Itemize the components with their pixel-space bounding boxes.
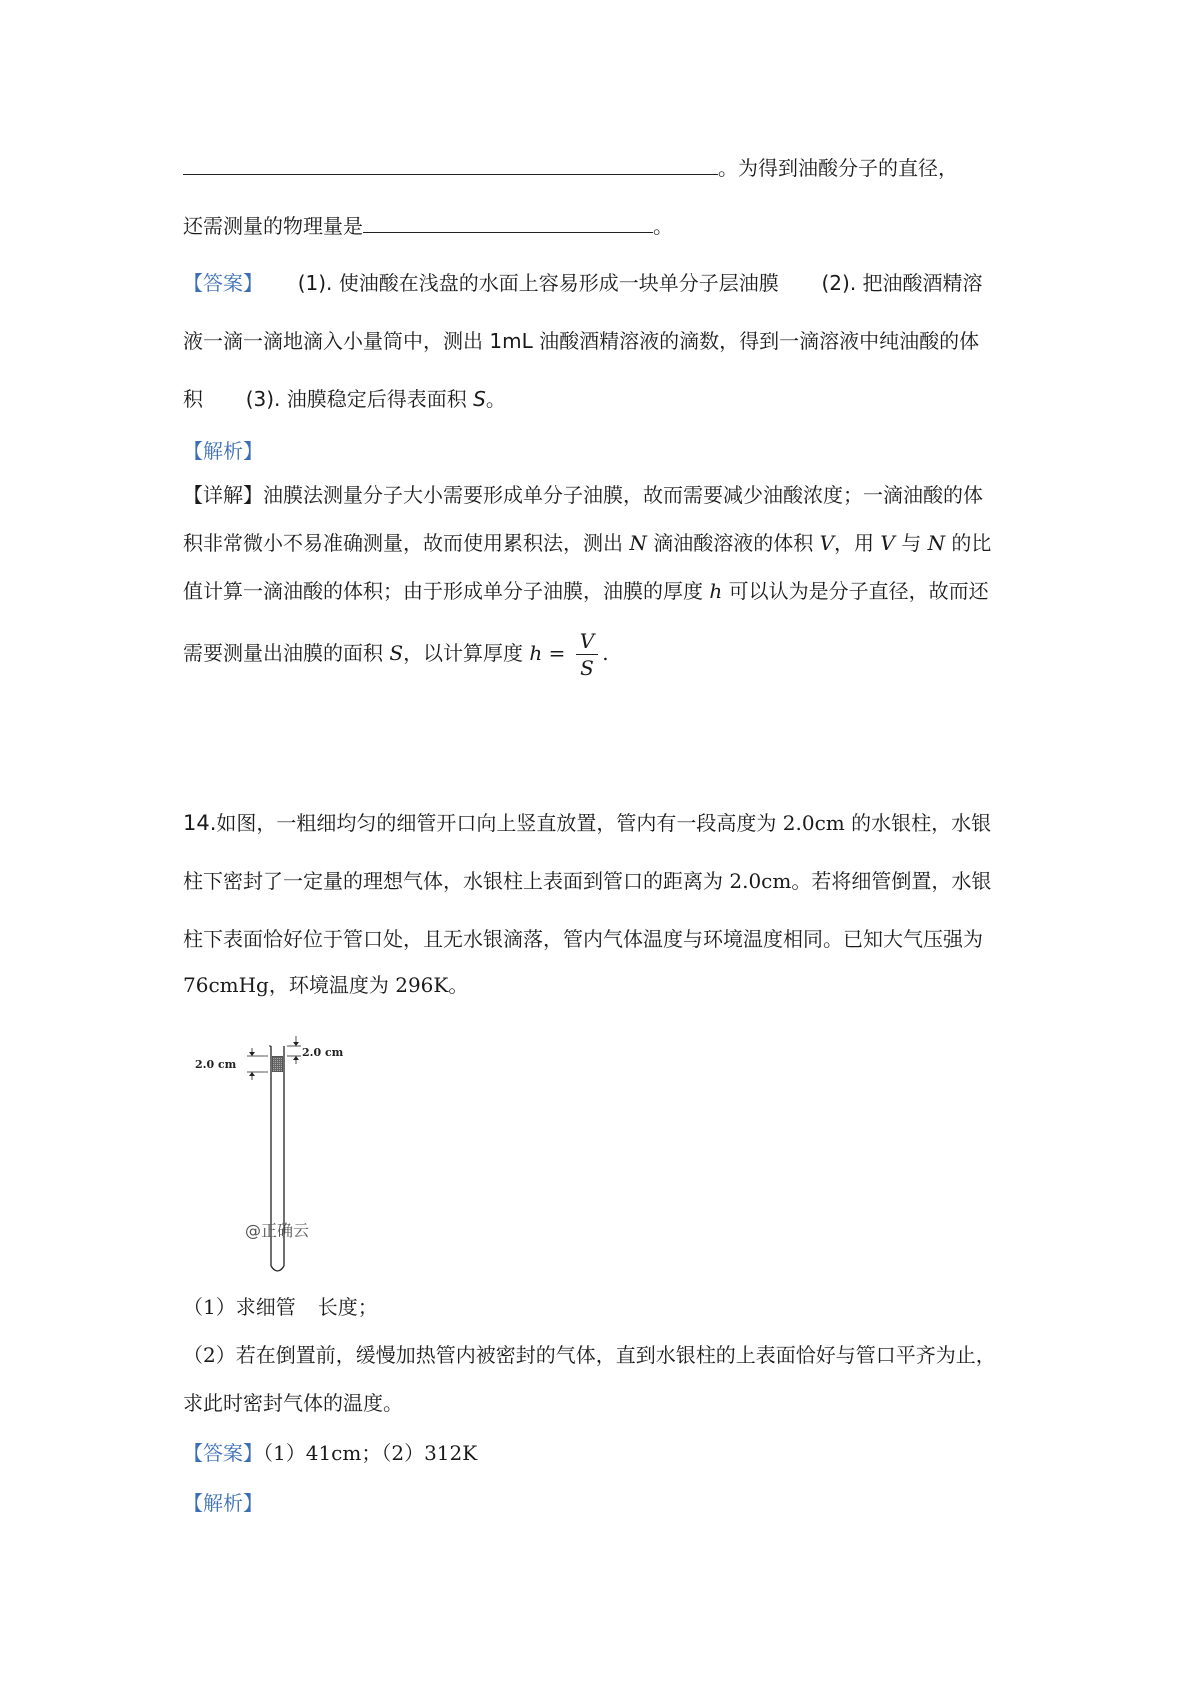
tube-diagram — [195, 1018, 375, 1280]
analysis-tag: 【解析】 — [183, 439, 263, 463]
detail-line-4: 需要测量出油膜的面积 S，以计算厚度 h = $\frac{V}{S}$ . — [183, 629, 609, 680]
detail-line-1: 【详解】油膜法测量分子大小需要形成单分子油膜，故而需要减少油酸浓度；一滴油酸的体 — [183, 483, 983, 507]
tube-figure — [195, 1018, 375, 1280]
figure-label-right: 2.0 cm — [302, 1046, 344, 1059]
q14-line-1: 14.如图，一粗细均匀的细管开口向上竖直放置，管内有一段高度为 2.0cm 的水银柱，水银 — [183, 811, 992, 835]
fraction-v-over-s: $\frac{V}{S}$ — [576, 628, 598, 681]
sub-question-2-line-2: 求此时密封气体的温度。 — [183, 1391, 403, 1415]
analysis-tag: 【解析】 — [183, 1491, 263, 1515]
answer-blank-3 — [363, 210, 653, 233]
blank-line-1 — [183, 152, 1028, 183]
sub-question-1: （1）求细管 长度； — [183, 1295, 378, 1319]
answer-blank-2 — [183, 152, 718, 175]
question-text: 。为得到油酸分子的直径， — [718, 156, 958, 180]
q14-line-2: 柱下密封了一定量的理想气体，水银柱上表面到管口的距离为 2.0cm。若将细管倒置，水银 — [183, 869, 992, 893]
sub-question-2-line-1: （2）若在倒置前，缓慢加热管内被密封的气体，直到水银柱的上表面恰好与管口平齐为止， — [183, 1343, 996, 1367]
detail-line-3: 值计算一滴油酸的体积；由于形成单分子油膜，油膜的厚度 h 可以认为是分子直径，故而还 — [183, 579, 989, 603]
answer-tag: 【答案】 — [183, 1441, 263, 1465]
answer-part-2: 把油酸酒精溶 — [862, 271, 983, 295]
answer-line-2: 液一滴一滴地滴入小量筒中，测出 1mL 油酸酒精溶液的滴数，得到一滴溶液中纯油酸的体 — [183, 329, 980, 353]
q14-line-4: 76cmHg，环境温度为 296K。 — [183, 973, 469, 997]
answer-tag: 【答案】 — [183, 271, 263, 295]
answer-part-3: 油膜稳定后得表面积 — [286, 387, 467, 411]
q14-analysis — [183, 1488, 1028, 1518]
q14-line-3: 柱下表面恰好位于管口处，且无水银滴落，管内气体温度与环境温度相同。已知大气压强为 — [183, 927, 983, 951]
answer-line-1: 【答案】 (1). 使油酸在浅盘的水面上容易形成一块单分子层油膜 (2). 把油酸酒精溶 — [183, 271, 983, 295]
answer-part-1: 使油酸在浅盘的水面上容易形成一块单分子层油膜 — [338, 271, 779, 295]
blank-line-2: 还需测量的物理量是 。 — [183, 210, 1028, 241]
q14-answer — [183, 1438, 1028, 1468]
answer-line-3: 积 (3). 油膜稳定后得表面积 S。 — [183, 387, 506, 411]
watermark: @正确云 — [245, 1221, 310, 1240]
figure-label-left: 2.0 cm — [195, 1058, 237, 1071]
question-number: 14. — [183, 811, 217, 835]
analysis-heading — [183, 436, 1028, 466]
answer-value: （1）41cm；（2）312K — [263, 1441, 478, 1465]
detail-line-2: 积非常微小不易准确测量，故而使用累积法，测出 N 滴油酸溶液的体积 V，用 V 与 N 的比 — [183, 531, 992, 555]
tube-bottom — [271, 1266, 284, 1271]
detail-tag: 【详解】 — [183, 483, 263, 507]
question-text: 还需测量的物理量是 — [183, 214, 363, 238]
